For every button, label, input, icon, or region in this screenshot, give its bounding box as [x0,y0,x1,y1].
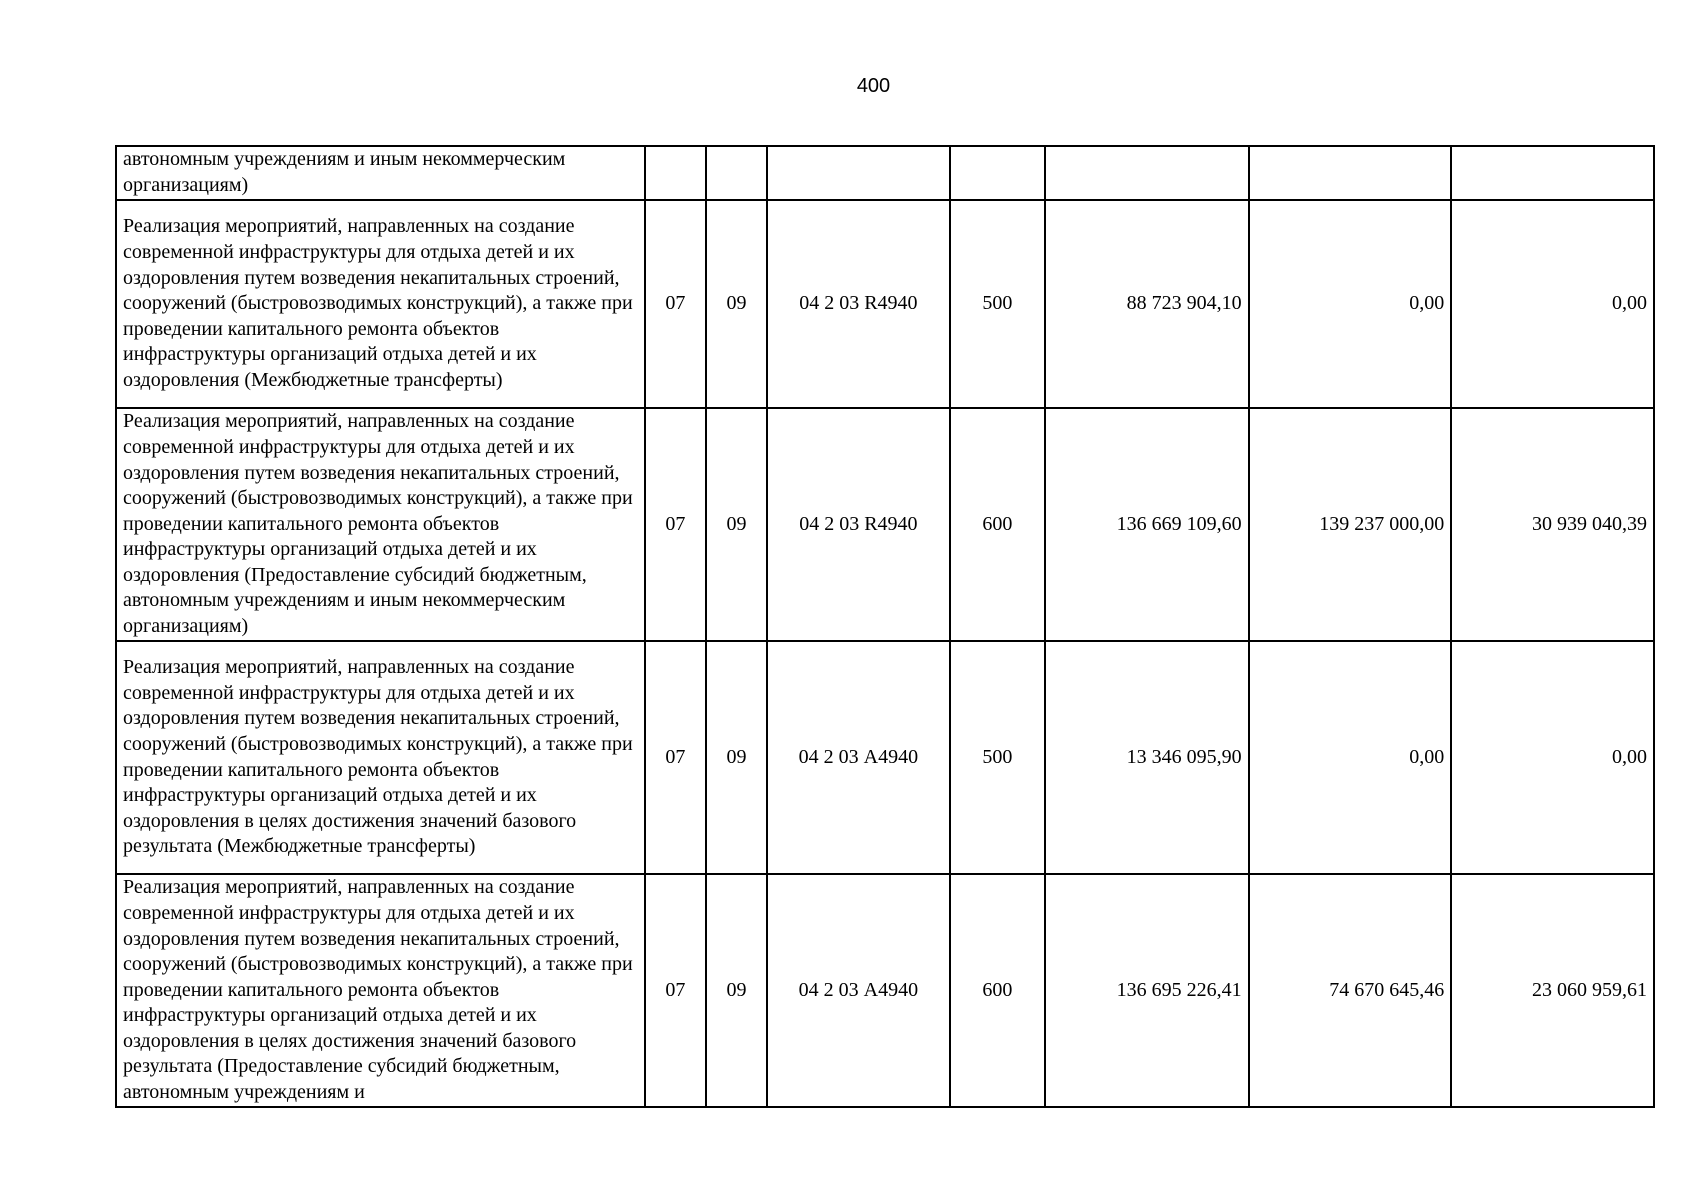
amount-year-1: 136 695 226,41 [1045,874,1249,1107]
expense-type-code [950,146,1045,200]
target-article-code: 04 2 03 А4940 [767,641,950,874]
row-description: Реализация мероприятий, направленных на создание современной инфраструктуры для отдыха детей и их оздоровления путем возведения некапитальных строений, сооружений (быстровозводимых конструкций), а также при проведении капитального ремонта объектов инфраструктуры организаций отдыха детей и их оздоровления (Предоставление субсидий бюджетным, автономным учреждениям и иным некоммерческим организациям) [116,408,645,641]
row-description: автономным учреждениям и иным некоммерческим организациям) [116,146,645,200]
section-code: 07 [645,641,706,874]
amount-year-2 [1249,146,1452,200]
target-article-code: 04 2 03 R4940 [767,408,950,641]
amount-year-2: 74 670 645,46 [1249,874,1452,1107]
amount-year-3: 0,00 [1451,200,1654,408]
row-description: Реализация мероприятий, направленных на создание современной инфраструктуры для отдыха детей и их оздоровления путем возведения некапитальных строений, сооружений (быстровозводимых конструкций), а также при проведении капитального ремонта объектов инфраструктуры организаций отдыха детей и их оздоровления (Межбюджетные трансферты) [116,200,645,408]
amount-year-2: 0,00 [1249,641,1452,874]
table-row [116,874,1654,1107]
budget-table [115,145,1655,1108]
amount-year-2: 0,00 [1249,200,1452,408]
expense-type-code: 600 [950,408,1045,641]
row-description: Реализация мероприятий, направленных на создание современной инфраструктуры для отдыха детей и их оздоровления путем возведения некапитальных строений, сооружений (быстровозводимых конструкций), а также при проведении капитального ремонта объектов инфраструктуры организаций отдыха детей и их оздоровления в целях достижения значений базового результата (Межбюджетные трансферты) [116,641,645,874]
amount-year-3: 23 060 959,61 [1451,874,1654,1107]
target-article-code [767,146,950,200]
amount-year-3: 30 939 040,39 [1451,408,1654,641]
row-description: Реализация мероприятий, направленных на создание современной инфраструктуры для отдыха детей и их оздоровления путем возведения некапитальных строений, сооружений (быстровозводимых конструкций), а также при проведении капитального ремонта объектов инфраструктуры организаций отдыха детей и их оздоровления в целях достижения значений базового результата (Предоставление субсидий бюджетным, автономным учреждениям и [116,874,645,1107]
amount-year-3: 0,00 [1451,641,1654,874]
target-article-code: 04 2 03 R4940 [767,200,950,408]
target-article-code: 04 2 03 А4940 [767,874,950,1107]
expense-type-code: 500 [950,200,1045,408]
table-row [116,146,1654,200]
subsection-code: 09 [706,408,767,641]
subsection-code: 09 [706,874,767,1107]
page-number: 400 [856,75,891,97]
table-row [116,408,1654,641]
expense-type-code: 600 [950,874,1045,1107]
section-code: 07 [645,408,706,641]
amount-year-1: 13 346 095,90 [1045,641,1249,874]
subsection-code: 09 [706,641,767,874]
section-code: 07 [645,874,706,1107]
section-code: 07 [645,200,706,408]
amount-year-1 [1045,146,1249,200]
amount-year-3 [1451,146,1654,200]
amount-year-1: 88 723 904,10 [1045,200,1249,408]
expense-type-code: 500 [950,641,1045,874]
table-row [116,641,1654,874]
section-code [645,146,706,200]
subsection-code [706,146,767,200]
table-row [116,200,1654,408]
amount-year-2: 139 237 000,00 [1249,408,1452,641]
subsection-code: 09 [706,200,767,408]
amount-year-1: 136 669 109,60 [1045,408,1249,641]
